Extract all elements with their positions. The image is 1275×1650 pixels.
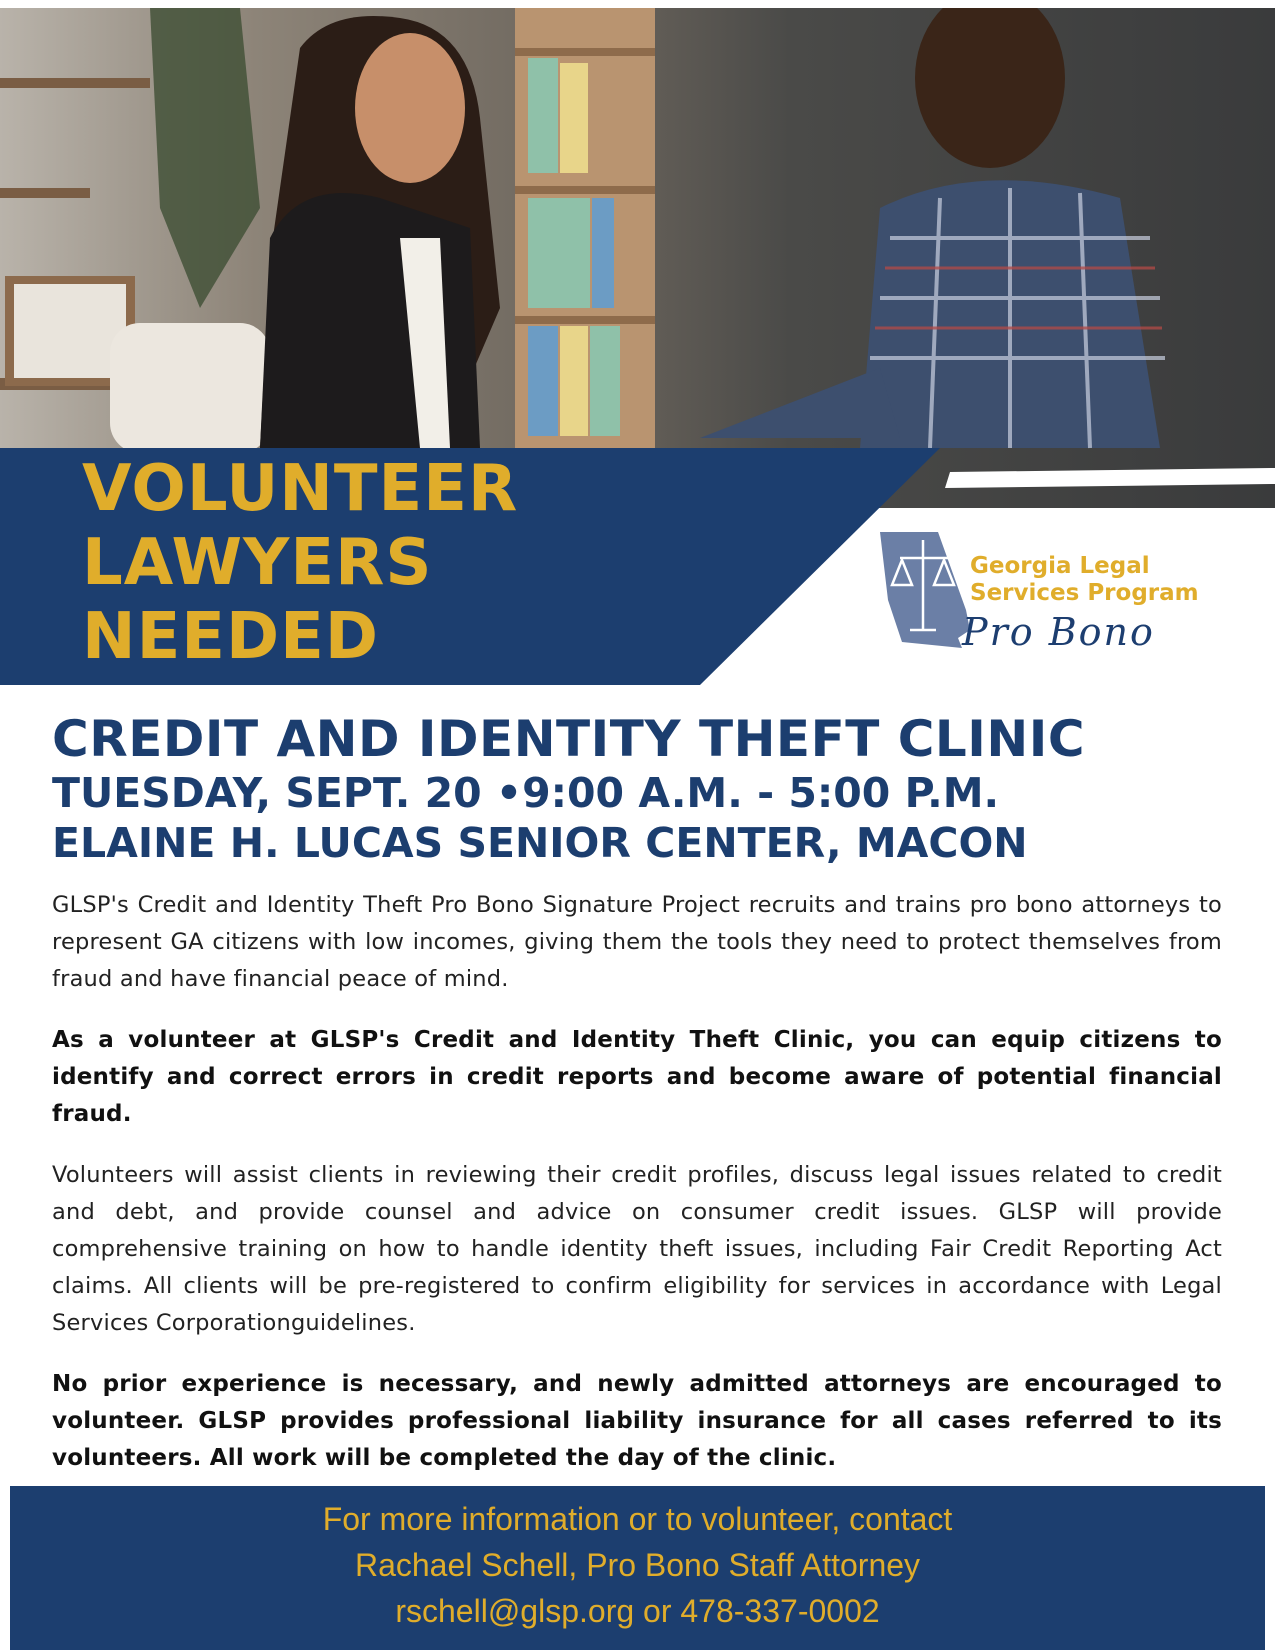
paragraph: Volunteers will assist clients in reviewing their credit profiles, discuss legal issues related to credit and debt, and provide counsel and advice on consumer credit issues. GLSP will provide comprehensive training on how to handle identity theft issues, including Fair Credit Reporting Act claims. All clients will be pre-registered to confirm eligibility for services in accordance with Legal Services Corporationguidelines. — [52, 1162, 1222, 1336]
footer-contact-details: rschell@glsp.org or 478-337-0002 — [395, 1593, 880, 1629]
headline — [82, 452, 518, 674]
hero-photo — [0, 8, 1275, 508]
headline-line: NEEDED — [82, 600, 379, 674]
body-text — [52, 887, 1222, 1501]
logo-text — [970, 553, 1199, 607]
logo-line: Georgia Legal — [970, 553, 1150, 579]
clinic-title: CREDIT AND IDENTITY THEFT CLINIC — [52, 710, 1086, 768]
clinic-titles — [52, 710, 1085, 868]
paragraph-bold: As a volunteer at GLSP's Credit and Identity Theft Clinic, you can equip citizens to identify and correct errors in credit reports and become aware of potential financial fraud. — [52, 1027, 1222, 1127]
contact-footer — [10, 1486, 1265, 1650]
logo-line: Services Program — [970, 580, 1199, 606]
footer-contact-name: Rachael Schell, Pro Bono Staff Attorney — [354, 1547, 921, 1583]
paragraph-bold: No prior experience is necessary, and newly admitted attorneys are encouraged to volunteer. GLSP provides professional liability insurance for all cases referred to its volunteers. All work will be completed the day of the clinic. — [52, 1371, 1222, 1471]
paragraph: GLSP's Credit and Identity Theft Pro Bono Signature Project recruits and trains pro bono attorneys to represent GA citizens with low incomes, giving them the tools they need to protect themselves from fraud and have financial peace of mind. — [52, 892, 1222, 992]
clinic-location: ELAINE H. LUCAS SENIOR CENTER, MACON — [52, 819, 1028, 867]
headline-line: VOLUNTEER — [82, 452, 519, 526]
clinic-date-time: TUESDAY, SEPT. 20 •9:00 A.M. - 5:00 P.M. — [52, 769, 1000, 817]
footer-line: For more information or to volunteer, contact — [322, 1501, 953, 1537]
logo-script: Pro Bono — [962, 610, 1155, 654]
hero-illustration — [0, 8, 1275, 508]
headline-line: LAWYERS — [82, 526, 433, 600]
